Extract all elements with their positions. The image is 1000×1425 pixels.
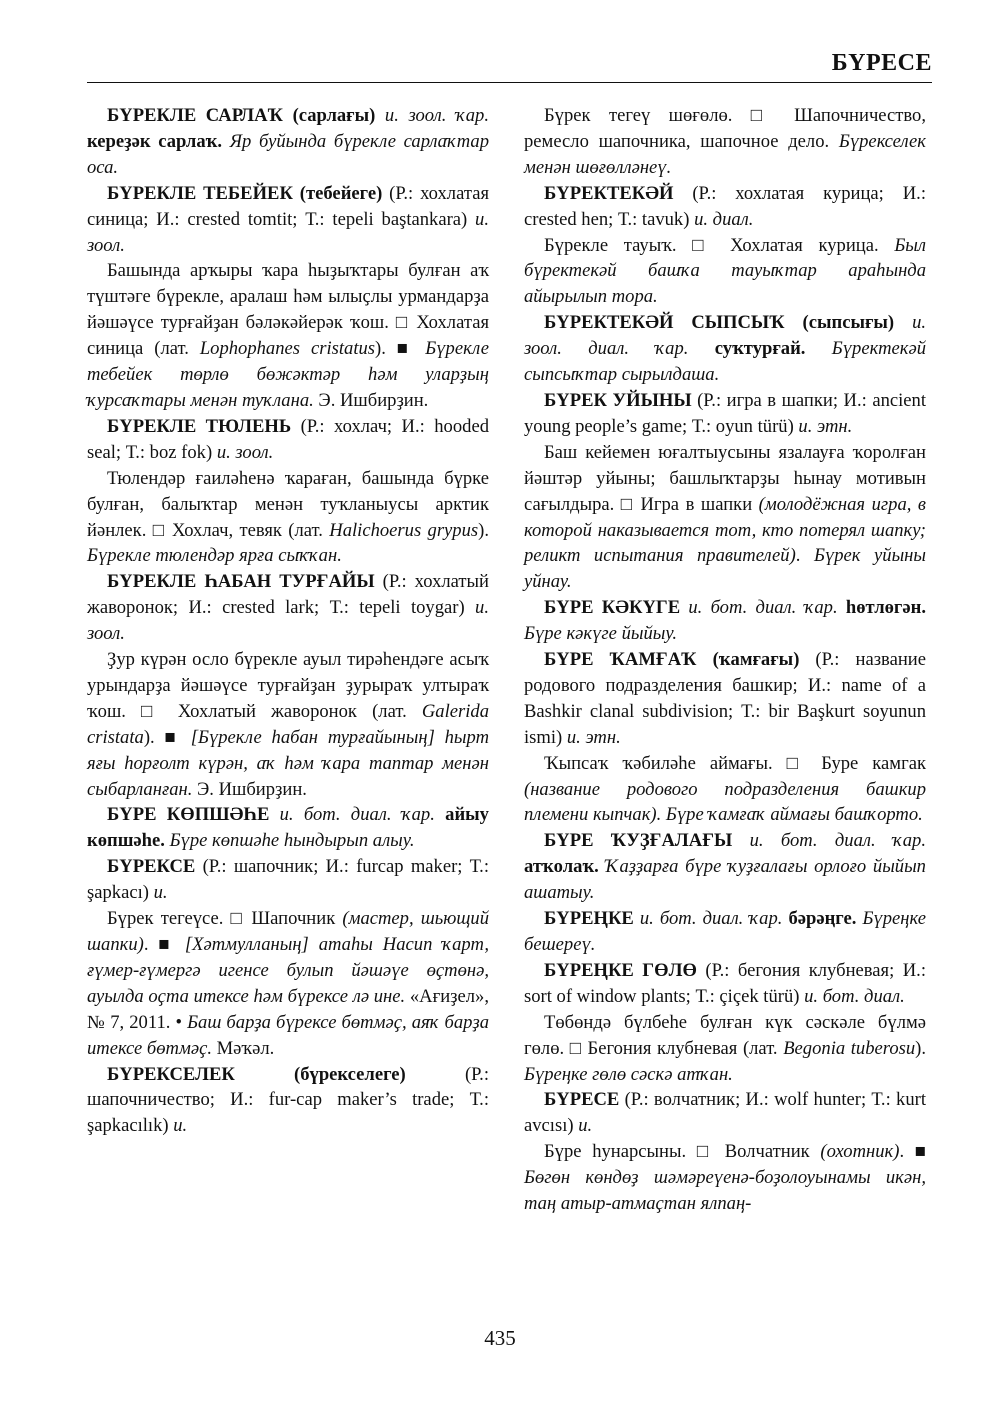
italic-text: Ҡаҙҙарға бүре ҡуҙғалағы орлоғо йыйып ашатыу. [524, 856, 926, 904]
headword-text: БҮРЕКЛЕ ҺАБАН ТУРҒАЙЫ [107, 571, 375, 593]
italic-text: Бүреңке бешереү. [524, 908, 926, 955]
body-text: Баш кейемен юғалтыусыны язалауға ҡоролған йәштәр уйыны; башлыҡтарҙы һынау мотивын сағылдыра. □ Игра в шапки [524, 441, 926, 515]
headword-text: айыу көпшәһе. [87, 804, 489, 852]
dictionary-paragraph [87, 569, 489, 647]
italic-text: Бүректекәй сыпсыҡтар сырылдаша. [524, 338, 926, 386]
italic-text: Бөгөн көндөҙ шәмәреүенә-боҙолоуынамы икән, таң атыр-атмаҫтан ялпаң- [524, 1167, 926, 1215]
italic-text: Begonia tuberosu [783, 1037, 916, 1059]
headword-text: кереҙәк сарлаҡ. [87, 130, 223, 152]
body-text: Мәҡәл. [211, 1037, 275, 1059]
italic-text: и. зоол. [216, 441, 274, 463]
dictionary-paragraph [87, 906, 489, 1061]
body-text: Төбөндә бүлбеһе булған күк сәскәле бүлмә гөлө. □ Бегония клубневая (лат. [524, 1011, 926, 1059]
italic-text: и. этн. [566, 726, 621, 748]
headword-text: БҮРЕҢКЕ ГӨЛӨ [544, 959, 697, 981]
headword-text: (сыпсығы) [802, 312, 895, 334]
body-text [732, 830, 749, 851]
body-text: . ■ [899, 1141, 927, 1163]
italic-text: (название родового подразделения башкир племени кыпчак). Бүре ҡамғаҡ аймағы башҡорто. [524, 778, 926, 826]
italic-text: Lophophanes cristatus [199, 338, 376, 360]
right-column [524, 103, 926, 1217]
italic-text: (охотник) [820, 1141, 900, 1163]
dictionary-paragraph [524, 233, 926, 311]
italic-text: и. [153, 882, 168, 904]
body-text: (Р.: шапочник; И.: furcap maker; Т.: şapkacı) [87, 856, 489, 904]
body-text [894, 312, 912, 333]
italic-text: Бүрекле тебейек төрлө бөжәктәр һәм уларҙың ҡурсаҡтары менән туҡлана. [87, 338, 489, 411]
body-text: Бүрекле тауыҡ. □ Хохлатая курица. [544, 234, 895, 256]
body-text: Башында арҡыры ҡара һыҙыҡтары булған аҡ түштәге бүрекле, аралаш һәм ылыҫлы урмандарҙа йәшәүсе турғайҙан бәләкәйерәк ҡош. □ Хохлатая синица (лат. [87, 260, 489, 360]
dictionary-paragraph [524, 181, 926, 233]
headword-text: БҮРЕ КӘКҮГЕ [544, 597, 681, 619]
italic-text: и. диал. [694, 208, 754, 230]
italic-text: и. [173, 1115, 188, 1137]
headword-text: БҮРЕ ҠУҘҒАЛАҒЫ [544, 830, 733, 852]
body-text: Э. Ишбирҙин. [313, 389, 429, 411]
body-text [785, 312, 803, 333]
body-text: ). ■ [375, 338, 426, 360]
italic-text: Яр буйында бүрекле сарлаҡтар оса. [87, 130, 490, 178]
body-text: (Р.: хохлатая курица; И.: crested hen; Т.: tavuk) [524, 182, 926, 230]
page-number: 435 [484, 1326, 516, 1350]
dictionary-paragraph [87, 103, 489, 181]
body-text [375, 105, 385, 126]
dictionary-paragraph [524, 310, 926, 388]
headword-text: һөтлөгән. [845, 597, 926, 619]
dictionary-paragraph [524, 1010, 926, 1088]
dictionary-paragraph [524, 958, 926, 1010]
left-column [87, 103, 489, 1139]
headword-text: БҮРЕК УЙЫНЫ [544, 389, 692, 411]
headword-text: суҡтурғай. [714, 338, 806, 360]
italic-text: и. зоол. [87, 208, 489, 256]
headword-text: БҮРЕҢКЕ [544, 908, 634, 930]
italic-text: Galerida cristata [87, 700, 489, 748]
body-text [805, 338, 831, 359]
italic-text: [Хәтмулланың] атаһы Насип ҡарт, ғүмер-ғүмергә игенсе булып йәшәүе өҫтөнә, ауылда оҫта итексе һәм бүрексе лә ине. [87, 934, 489, 1007]
italic-text: и. [578, 1115, 593, 1137]
running-head: БҮРЕСЕ [831, 50, 932, 76]
dictionary-paragraph [524, 1087, 926, 1139]
body-text: Бүрек тегеү шөғөлө. □ Шапочничество, ремесло шапочника, шапочное дело. [524, 105, 926, 152]
dictionary-paragraph [524, 388, 926, 440]
body-text: (Р.: хохлач; И.: hooded seal; Т.: boz fok) [87, 415, 489, 463]
body-text: (Р.: шапочничество; И.: fur-cap maker’s trade; Т.: şapkacılık) [87, 1063, 489, 1137]
headword-text: БҮРЕ ҠАМҒАҠ (ҡамғағы) [544, 649, 800, 671]
body-text [435, 804, 445, 825]
headword-text: (сарлағы) [292, 105, 376, 126]
body-text: Ҡыпсаҡ ҡәбиләһе аймағы. □ Буре камгак [544, 752, 926, 774]
italic-text: (мастер, шьющий шапки) [87, 908, 490, 955]
headword-text: БҮРЕКТЕКӘЙ [544, 182, 674, 204]
header-rule [87, 82, 932, 83]
body-text: (Р.: игра в шапки; И.: ancient young people’s game; Т.: oyun türü) [524, 389, 926, 437]
headword-text: атҡолаҡ. [524, 856, 599, 878]
body-text: Бүре һунарсыны. □ Волчатник [544, 1141, 821, 1163]
headword-text: БҮРЕКЛЕ ТЕБЕЙЕК (тебейеге) [107, 182, 383, 204]
italic-text: и. бот. диал. ҡар. [749, 830, 926, 852]
headword-text: бәрәңге. [788, 908, 857, 930]
italic-text: Бүрекле тюлендәр ярға сыҡҡан. [87, 545, 342, 567]
headword-text: БҮРЕСЕ [544, 1089, 620, 1111]
dictionary-paragraph [524, 751, 926, 829]
body-text: (Р.: название родового подразделения башкир; И.: name of a Bashkir clanal subdivision; Т.: bir Başkurt soyunun ismi) [524, 649, 926, 748]
body-text: ). [478, 519, 489, 541]
dictionary-paragraph [87, 1062, 489, 1140]
body-text [599, 856, 606, 877]
headword-text: БҮРЕКЛЕ ТЮЛЕНЬ [107, 415, 292, 437]
dictionary-paragraph [87, 802, 489, 854]
italic-text: Бүрекселек менән шөғөлләнеү. [524, 130, 926, 178]
headword-text: БҮРЕКСЕ [107, 856, 196, 878]
italic-text: Бүре кәкүге йыйыу. [524, 623, 678, 645]
body-text: ). [915, 1037, 926, 1059]
italic-text: Бүреңке гөлө сәскә атҡан. [524, 1063, 733, 1085]
body-text [222, 131, 230, 152]
body-text [838, 597, 846, 618]
italic-text: Был бүректекәй башҡа тауыҡтар араһында айырылып тора. [524, 234, 926, 308]
dictionary-paragraph [87, 854, 489, 906]
italic-text: и. бот. диал. ҡар. [639, 908, 783, 930]
dictionary-paragraph [87, 181, 489, 259]
dictionary-paragraph [87, 258, 489, 413]
headword-text: БҮРЕ КӨПШӘҺЕ [107, 804, 270, 826]
headword-text: БҮРЕКСЕЛЕК (бүрекселеге) [107, 1063, 406, 1085]
dictionary-paragraph [524, 906, 926, 958]
body-text [269, 804, 279, 825]
body-text: (Р.: волчатник; И.: wolf hunter; Т.: kurt avcısı) [524, 1089, 926, 1137]
italic-text: и. зоол. [87, 597, 489, 645]
dictionary-paragraph [524, 1139, 926, 1217]
italic-text: и. бот. диал. ҡар. [688, 597, 838, 619]
body-text: . [795, 545, 814, 567]
body-text [688, 338, 714, 359]
body-text: «Ағиҙел», № 7, 2011. • [87, 985, 489, 1033]
dictionary-paragraph [524, 103, 926, 181]
dictionary-paragraph [87, 647, 489, 802]
italic-text: Бүрек уйыны уйнау. [524, 545, 926, 593]
body-text: (Р.: хохлатый жаворонок; И.: crested lark; Т.: tepeli toygar) [87, 571, 489, 619]
dictionary-paragraph [87, 466, 489, 570]
italic-text: [Бүрекле һабан турғайының] һырт яғы һорғолт күрән, аҡ һәм ҡара таптар менән сыбарланған. [87, 726, 489, 800]
headword-text: БҮРЕКТЕКӘЙ СЫПСЫҠ [544, 312, 785, 334]
italic-text: и. зоол. диал. ҡар. [524, 312, 927, 360]
italic-text: Halichoerus grypus [329, 519, 479, 541]
body-text: . ■ [143, 934, 185, 955]
body-text: Бүрек тегеүсе. □ Шапочник [107, 908, 343, 930]
dictionary-paragraph [87, 414, 489, 466]
dictionary-paragraph [524, 828, 926, 906]
dictionary-paragraph [524, 647, 926, 751]
dictionary-paragraph [524, 595, 926, 647]
body-text: (Р.: хохлатая синица; И.: crested tomtit; Т.: tepeli baştankara) [87, 182, 490, 230]
body-text: Тюлендәр ғаиләһенә ҡараған, башында бүрке булған, балыҡтар менән туҡланыусы арктик йәнлек. □ Хохлач, тевяк (лат. [87, 467, 489, 541]
italic-text: и. этн. [798, 415, 853, 437]
italic-text: Бүре көпшәһе һындырып алыу. [169, 830, 415, 852]
body-text: (Р.: бегония клубневая; И.: sort of window plants; Т.: çiçek türü) [524, 959, 926, 1007]
italic-text: и. бот. диал. [804, 985, 905, 1007]
body-text: ). ■ [143, 726, 191, 748]
body-text: Э. Ишбирҙин. [192, 778, 307, 800]
italic-text: и. зоол. ҡар. [384, 105, 489, 126]
dictionary-paragraph [524, 440, 926, 595]
italic-text: Баш барҙа бүрексе бөтмәҫ, аяҡ барҙа итексе бөтмәҫ. [87, 1011, 490, 1059]
italic-text: и. бот. диал. ҡар. [279, 804, 435, 826]
headword-text: БҮРЕКЛЕ САРЛАҠ [107, 105, 283, 126]
body-text: Ҙур күрән ослo бүрекле ауыл тирәһендәге асыҡ урындарҙа йәшәүсе турғайҙан ҙурыраҡ ултыраҡ ҡош. □ Хохлатый жаворонок (лат. [87, 649, 489, 722]
italic-text: (молодёжная игра, в которой наказывается тот, кто потерял шапку; реликт испытания правителей) [524, 493, 926, 567]
body-text [283, 105, 293, 126]
